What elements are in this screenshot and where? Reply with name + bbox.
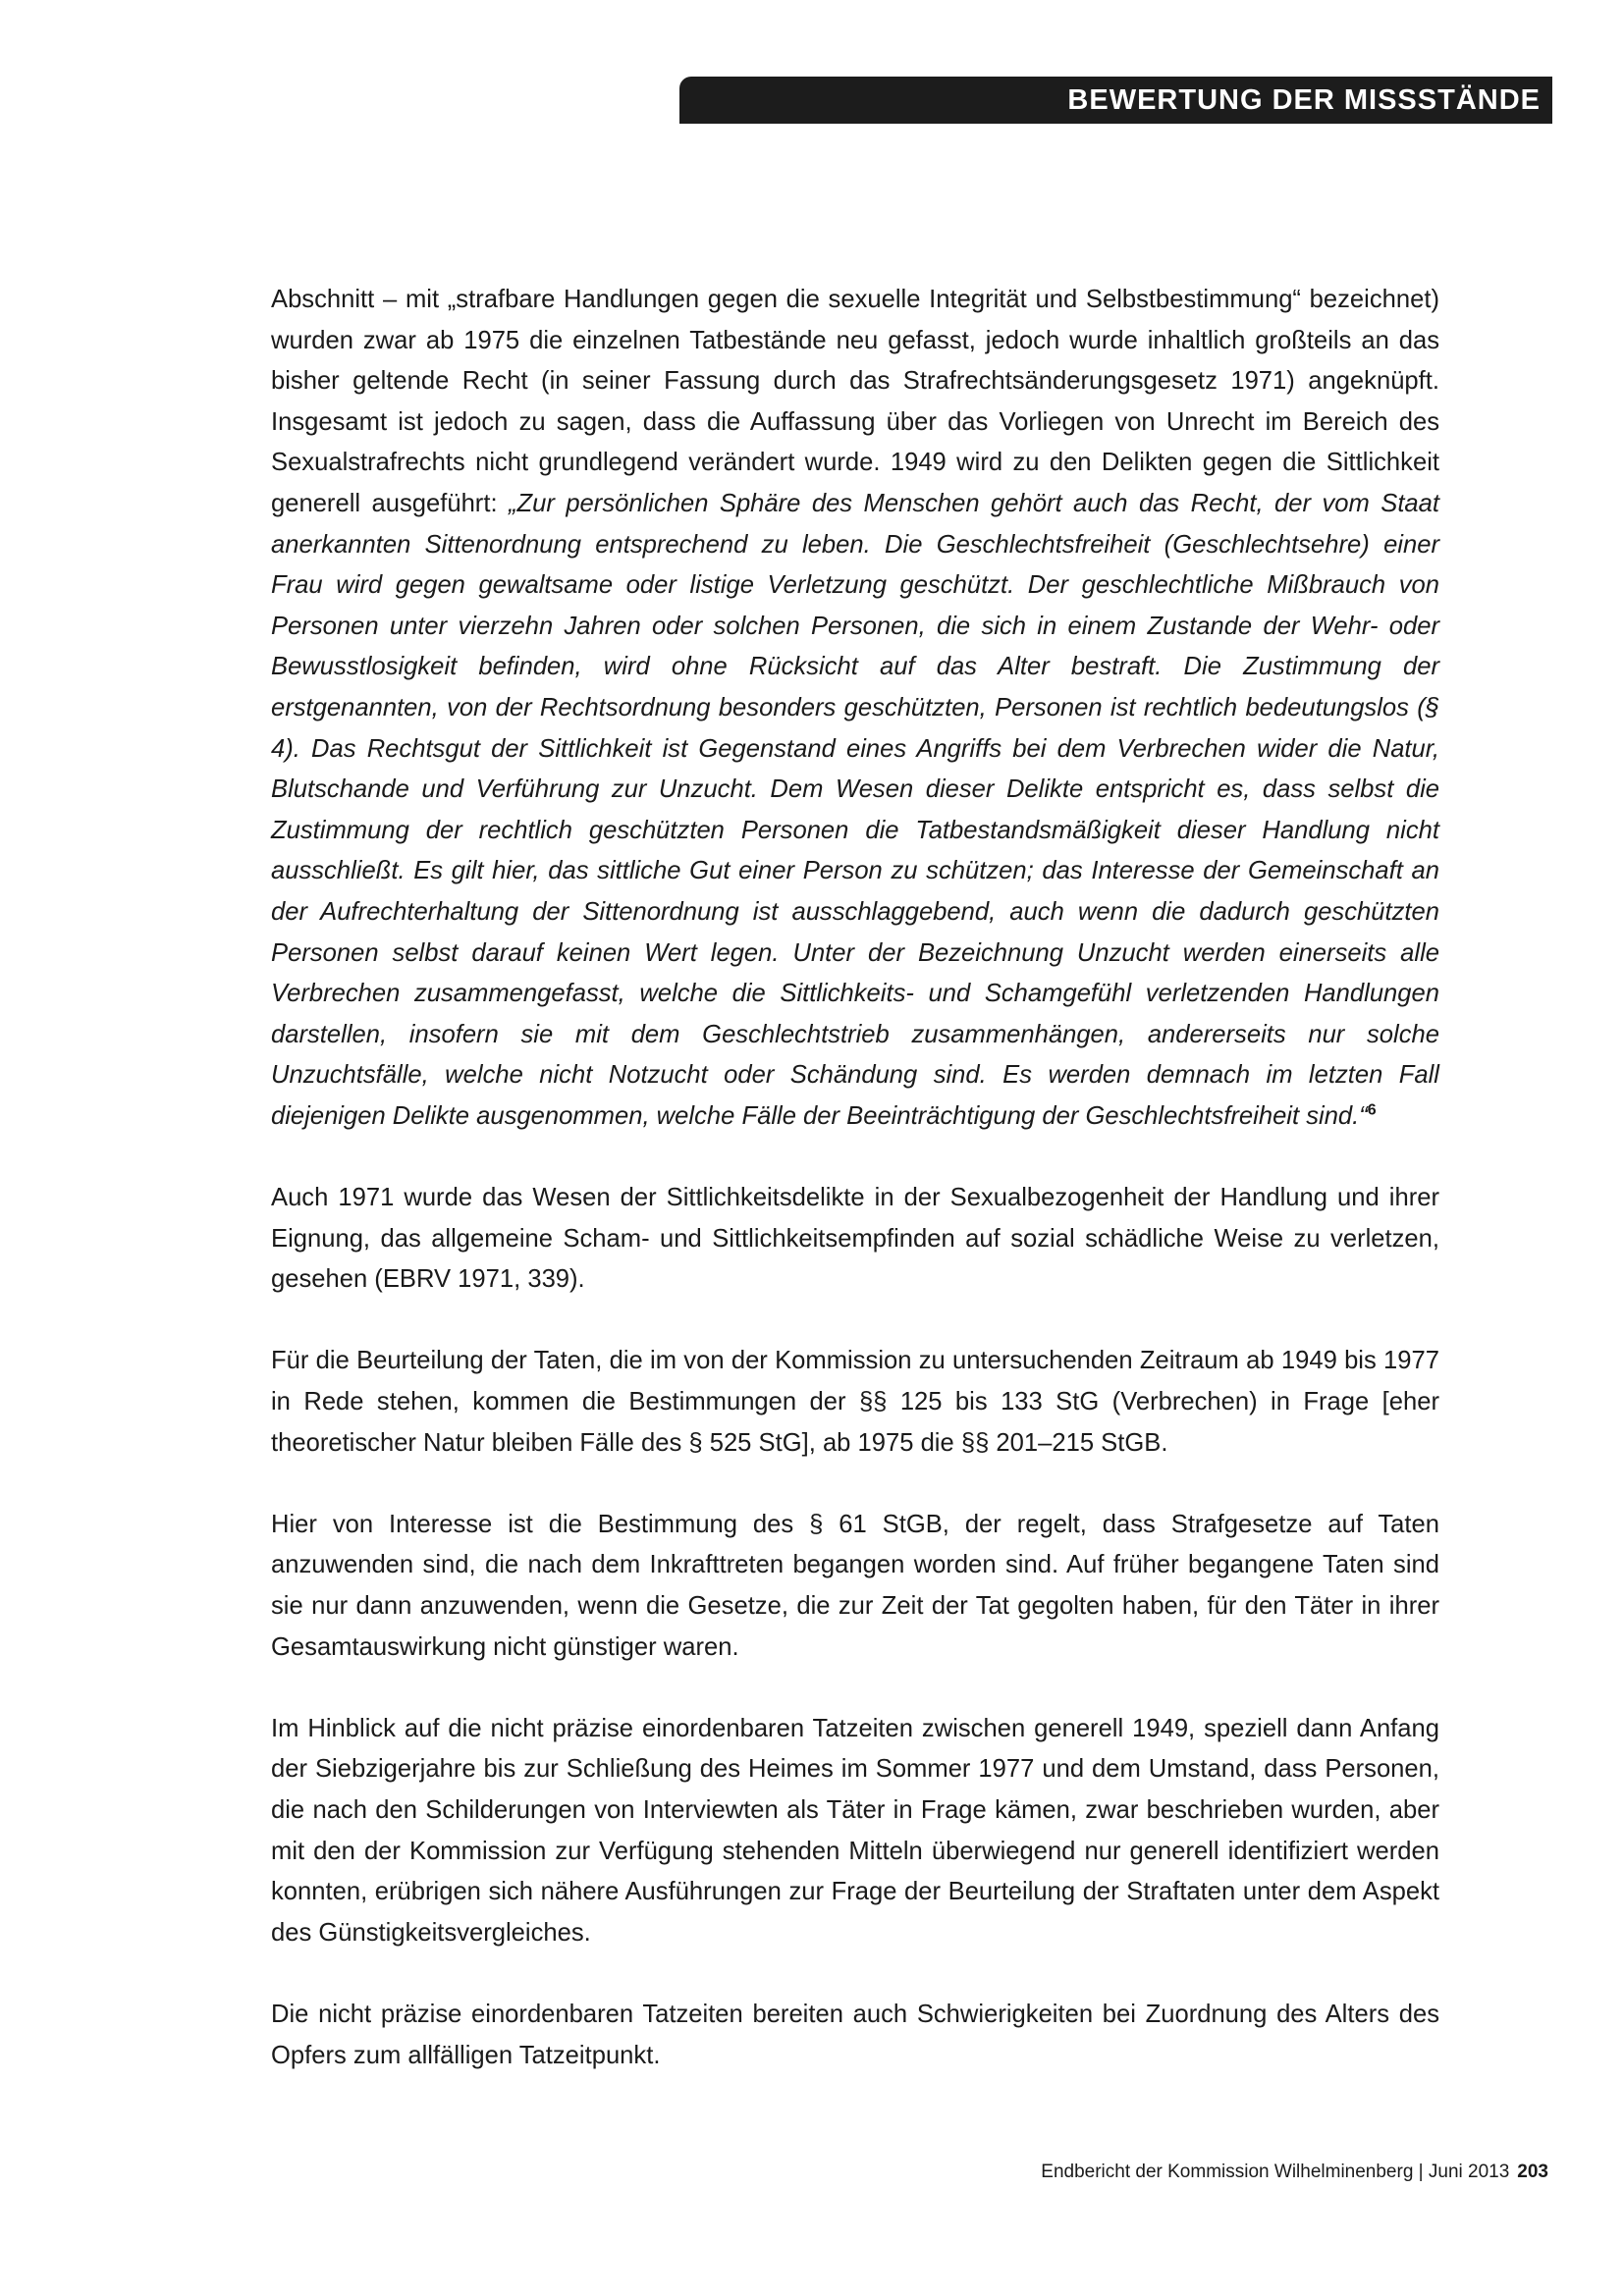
paragraph-5: Im Hinblick auf die nicht präzise einordenbaren Tatzeiten zwischen generell 1949, speziell dann Anfang der Siebzigerjahre bis zur Schließung des Heimes im Sommer 1977 und dem Umstand, dass Personen, die nach den Schilderungen von Interviewten als Täter in Frage kämen, zwar beschrieben wurden, aber mit den der Kommission zur Verfügung stehenden Mitteln überwiegend nur generell identifiziert werden konnten, erübrigen sich nähere Ausführungen zur Frage der Beurteilung der Straftaten unter dem Aspekt des Günstigkeitsvergleiches.: [271, 1714, 1439, 1947]
page-footer: [1041, 2162, 1548, 2183]
page-number: 203: [1517, 2162, 1548, 2182]
paragraph-1: [271, 280, 1439, 1137]
body-text: [271, 280, 1439, 2076]
paragraph-3: Für die Beurteilung der Taten, die im von der Kommission zu untersuchenden Zeitraum ab 1949 bis 1977 in Rede stehen, kommen die Bestimmungen der §§ 125 bis 133 StG (Verbrechen) in Frage [eher theoretischer Natur bleiben Fälle des § 525 StG], ab 1975 die §§ 201–215 StGB.: [271, 1347, 1439, 1457]
paragraph-1-intro: Abschnitt – mit „strafbare Handlungen gegen die sexuelle Integrität und Selbstbestimmung“ bezeichnet) wurden zwar ab 1975 die einzelnen Tatbestände neu gefasst, jedoch wurde inhaltlich großteils an das bisher geltende Recht (in seiner Fassung durch das Strafrechtsänderungsgesetz 1971) angeknüpft. Insgesamt ist jedoch zu sagen, dass die Auffassung über das Vorliegen von Unrecht im Bereich des Sexualstrafrechts nicht grundlegend verändert wurde. 1949 wird zu den Delikten gegen die Sittlichkeit generell ausgeführt:: [271, 286, 1439, 517]
section-header-bar: [679, 77, 1552, 124]
section-title: BEWERTUNG DER MISSSTÄNDE: [1067, 83, 1541, 116]
paragraph-6: Die nicht präzise einordenbaren Tatzeiten bereiten auch Schwierigkeiten bei Zuordnung des Alters des Opfers zum allfälligen Tatzeitpunkt.: [271, 2000, 1439, 2069]
paragraph-2: Auch 1971 wurde das Wesen der Sittlichkeitsdelikte in der Sexualbezogenheit der Handlung und ihrer Eignung, das allgemeine Scham- und Sittlichkeitsempfinden auf sozial schädliche Weise zu verletzen, gesehen (EBRV 1971, 339).: [271, 1184, 1439, 1294]
footnote-reference[interactable]: 6: [1367, 1101, 1377, 1119]
legal-quote: „Zur persönlichen Sphäre des Menschen gehört auch das Recht, der vom Staat anerkannten Sittenordnung entsprechend zu leben. Die Geschlechtsfreiheit (Geschlechtsehre) einer Frau wird gegen gewaltsame oder listige Verletzung geschützt. Der geschlechtliche Mißbrauch von Personen unter vierzehn Jahren oder solchen Personen, die sich in einem Zustande der Wehr- oder Bewusstlosigkeit befinden, wird ohne Rücksicht auf das Alter bestraft. Die Zustimmung der erstgenannten, von der Rechtsordnung besonders geschützten, Personen ist rechtlich bedeutungslos (§ 4). Das Rechtsgut der Sittlichkeit ist Gegenstand eines Angriffs bei dem Verbrechen wider die Natur, Blutschande und Verführung zur Unzucht. Dem Wesen dieser Delikte entspricht es, dass selbst die Zustimmung der rechtlich geschützten Personen die Tatbestandsmäßigkeit dieser Handlung nicht ausschließt. Es gilt hier, das sittliche Gut einer Person zu schützen; das Interesse der Gemeinschaft an der Aufrechterhaltung der Sittenordnung ist ausschlaggebend, auch wenn die dadurch geschützten Personen selbst darauf keinen Wert legen. Unter der Bezeichnung Unzucht werden einerseits alle Verbrechen zusammengefasst, welche die Sittlichkeits- und Schamgefühl verletzenden Handlungen darstellen, insofern sie mit dem Geschlechtstrieb zusammenhängen, andererseits nur solche Unzuchtsfälle, welche nicht Notzucht oder Schändung sind. Es werden demnach im letzten Fall diejenigen Delikte ausgenommen, welche Fälle der Beeinträchtigung der Geschlechtsfreiheit sind.“: [271, 489, 1440, 1130]
paragraph-4: Hier von Interesse ist die Bestimmung des § 61 StGB, der regelt, dass Strafgesetze auf Taten anzuwenden sind, die nach dem Inkrafttreten begangen worden sind. Auf früher begangene Taten sind sie nur dann anzuwenden, wenn die Gesetze, die zur Zeit der Tat gegolten haben, für den Täter in ihrer Gesamtauswirkung nicht günstiger waren.: [271, 1510, 1439, 1661]
footer-report-title: Endbericht der Kommission Wilhelminenberg | Juni 2013: [1041, 2162, 1510, 2182]
